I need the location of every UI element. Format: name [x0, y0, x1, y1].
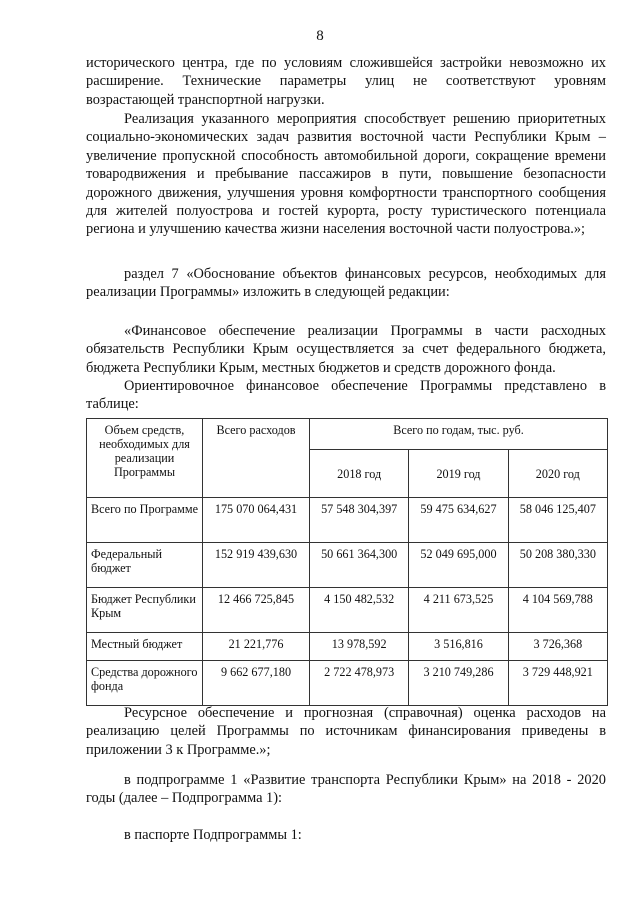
row-2018: 4 150 482,532: [310, 588, 409, 633]
row-name: Бюджет Республики Крым: [87, 588, 203, 633]
row-total: 12 466 725,845: [203, 588, 310, 633]
header-years-group: Всего по годам, тыс. руб.: [310, 419, 608, 450]
table-row: [87, 498, 608, 543]
table-row: [87, 543, 608, 588]
row-2018: 13 978,592: [310, 633, 409, 661]
table-row: [87, 661, 608, 706]
row-name: Всего по Программе: [87, 498, 203, 543]
paragraph-table-intro: Ориентировочное финансовое обеспечение Программы представлено в таблице:: [86, 378, 606, 413]
paragraph-historic-center: исторического центра, где по условиям сложившейся застройки невозможно их расширение. Технические параметры улиц не соответствуют уровням возрастающей транспортной нагрузки.: [86, 55, 606, 108]
header-volume: Объем средств, необходимых для реализации Программы: [87, 419, 203, 498]
header-2020: 2020 год: [508, 450, 607, 498]
table-header-row: [87, 419, 608, 450]
row-2019: 3 210 749,286: [409, 661, 508, 706]
row-2019: 59 475 634,627: [409, 498, 508, 543]
financing-table: [86, 418, 608, 706]
row-2020: 3 726,368: [508, 633, 607, 661]
row-2020: 4 104 569,788: [508, 588, 607, 633]
row-2019: 52 049 695,000: [409, 543, 508, 588]
row-2020: 58 046 125,407: [508, 498, 607, 543]
row-2018: 50 661 364,300: [310, 543, 409, 588]
row-total: 21 221,776: [203, 633, 310, 661]
header-total: Всего расходов: [203, 419, 310, 498]
row-total: 152 919 439,630: [203, 543, 310, 588]
table-row: [87, 588, 608, 633]
row-total: 175 070 064,431: [203, 498, 310, 543]
page-number: 8: [316, 28, 324, 44]
header-2018: 2018 год: [310, 450, 409, 498]
row-2019: 4 211 673,525: [409, 588, 508, 633]
paragraph-implementation: Реализация указанного мероприятия способствует решению приоритетных социально-экономических задач развития восточной части Республики Крым – увеличение пропускной способность автомобильной дороги, сокращение времени товародвижения и пребывание пассажиров в пути, повышение безопасности дорожного движения, улучшения уровня комфортности транспортного сообщения для жителей полуострова и гостей курорта, росту туристического потенциала региона и улучшению качества жизни населения восточной части полуострова.»;: [86, 111, 606, 238]
row-2018: 57 548 304,397: [310, 498, 409, 543]
row-2019: 3 516,816: [409, 633, 508, 661]
paragraph-passport: в паспорте Подпрограммы 1:: [124, 827, 302, 843]
paragraph-subprogram-1: в подпрограмме 1 «Развитие транспорта Республики Крым» на 2018 - 2020 годы (далее – Подпрограмма 1):: [86, 772, 606, 807]
paragraph-financing: «Финансовое обеспечение реализации Программы в части расходных обязательств Республики Крым осуществляется за счет федерального бюджета, бюджета Республики Крым, местных бюджетов и средств дорожного фонда.: [86, 323, 606, 376]
row-2020: 50 208 380,330: [508, 543, 607, 588]
header-2019: 2019 год: [409, 450, 508, 498]
paragraph-section-7: раздел 7 «Обоснование объектов финансовых ресурсов, необходимых для реализации Программы» изложить в следующей редакции:: [86, 266, 606, 301]
table-row: [87, 633, 608, 661]
row-name: Федеральный бюджет: [87, 543, 203, 588]
row-2018: 2 722 478,973: [310, 661, 409, 706]
row-name: Средства дорожного фонда: [87, 661, 203, 706]
row-total: 9 662 677,180: [203, 661, 310, 706]
row-name: Местный бюджет: [87, 633, 203, 661]
paragraph-resource-support: Ресурсное обеспечение и прогнозная (справочная) оценка расходов на реализацию целей Программы по источникам финансирования приведены в приложении 3 к Программе.»;: [86, 705, 606, 758]
row-2020: 3 729 448,921: [508, 661, 607, 706]
